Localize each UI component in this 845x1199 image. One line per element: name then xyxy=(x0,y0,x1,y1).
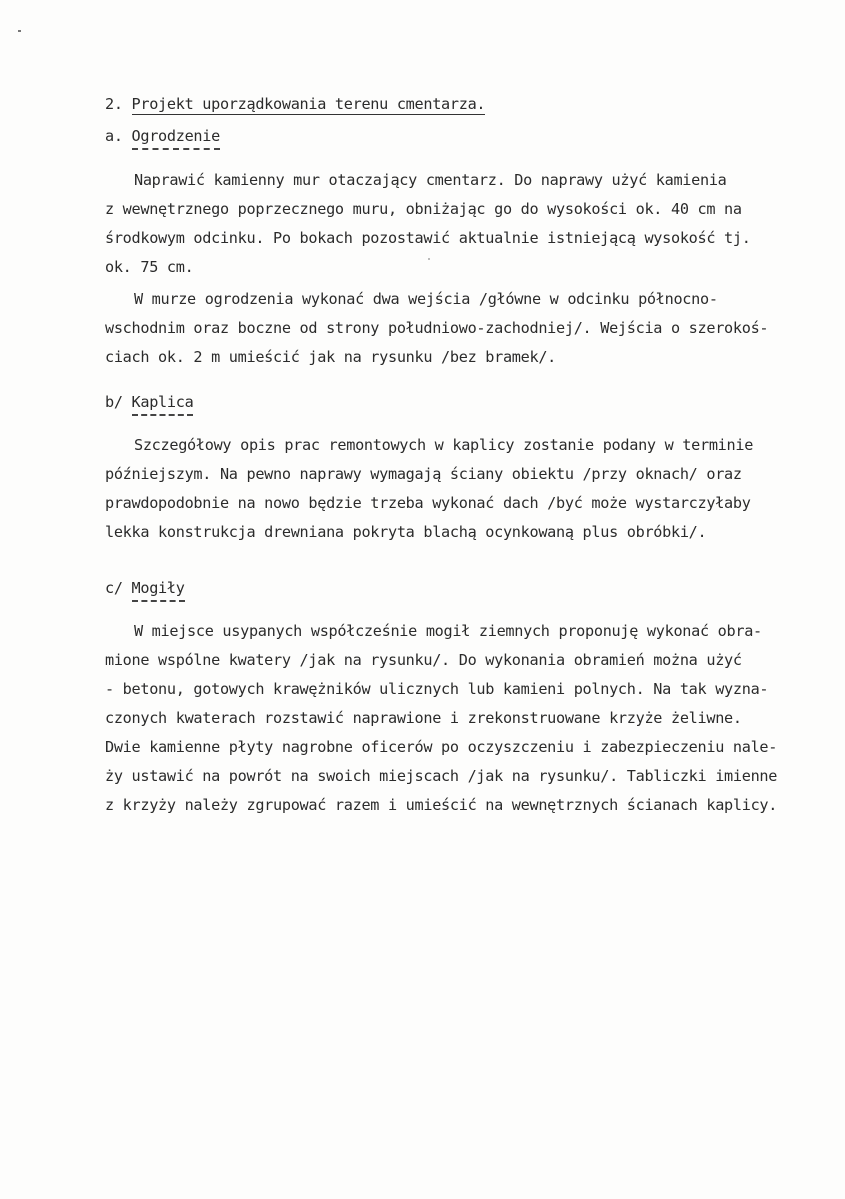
text-line: z krzyży należy zgrupować razem i umieścić na wewnętrznych ścianach kaplicy. xyxy=(105,796,778,814)
text-line: ok. 75 cm. xyxy=(105,258,194,276)
text-line: późniejszym. Na pewno naprawy wymagają ściany obiektu /przy oknach/ oraz xyxy=(105,465,742,483)
subsection-c-prefix: c/ xyxy=(105,579,123,597)
paragraph-b1 xyxy=(105,431,795,547)
text-line: mione wspólne kwatery /jak na rysunku/. Do wykonania obramień można użyć xyxy=(105,651,742,669)
text-line: wschodnim oraz boczne od strony południowo-zachodniej/. Wejścia o szerokoś- xyxy=(105,319,769,337)
subsection-b-heading xyxy=(105,393,193,416)
paragraph-a1 xyxy=(105,166,795,282)
paragraph-a2 xyxy=(105,285,795,372)
heading-number: 2. xyxy=(105,95,123,113)
text-line: Naprawić kamienny mur otaczający cmentarz. Do naprawy użyć kamienia xyxy=(134,171,727,189)
section-heading xyxy=(105,95,485,113)
heading-title: Projekt uporządkowania terenu cmentarza. xyxy=(131,95,486,113)
text-line: ciach ok. 2 m umieścić jak na rysunku /bez bramek/. xyxy=(105,348,557,366)
text-line: Dwie kamienne płyty nagrobne oficerów po oczyszczeniu i zabezpieczeniu nale- xyxy=(105,738,778,756)
subsection-c-label: Mogiły xyxy=(132,579,185,602)
paper-speck xyxy=(428,258,430,260)
text-line: środkowym odcinku. Po bokach pozostawić aktualnie istniejącą wysokość tj. xyxy=(105,229,751,247)
text-line: ży ustawić na powrót na swoich miejscach /jak na rysunku/. Tabliczki imienne xyxy=(105,767,778,785)
text-line: Szczegółowy opis prac remontowych w kaplicy zostanie podany w terminie xyxy=(134,436,754,454)
text-line: W murze ogrodzenia wykonać dwa wejścia /główne w odcinku północno- xyxy=(134,290,718,308)
paragraph-c1 xyxy=(105,617,795,820)
text-line: czonych kwaterach rozstawić naprawione i zrekonstruowane krzyże żeliwne. xyxy=(105,709,742,727)
text-line: W miejsce usypanych współcześnie mogił ziemnych proponuję wykonać obra- xyxy=(134,622,762,640)
text-line: lekka konstrukcja drewniana pokryta blachą ocynkowaną plus obróbki/. xyxy=(105,523,707,541)
subsection-a-prefix: a. xyxy=(105,127,123,145)
subsection-a-label: Ogrodzenie xyxy=(132,127,220,150)
subsection-b-label: Kaplica xyxy=(132,393,194,416)
subsection-a-heading xyxy=(105,127,220,150)
subsection-b-prefix: b/ xyxy=(105,393,123,411)
text-line: z wewnętrznego poprzecznego muru, obniżając go do wysokości ok. 40 cm na xyxy=(105,200,742,218)
corner-mark xyxy=(18,30,21,32)
text-line: prawdopodobnie na nowo będzie trzeba wykonać dach /być może wystarczyłaby xyxy=(105,494,751,512)
text-line: - betonu, gotowych krawężników ulicznych lub kamieni polnych. Na tak wyzna- xyxy=(105,680,769,698)
subsection-c-heading xyxy=(105,579,185,602)
